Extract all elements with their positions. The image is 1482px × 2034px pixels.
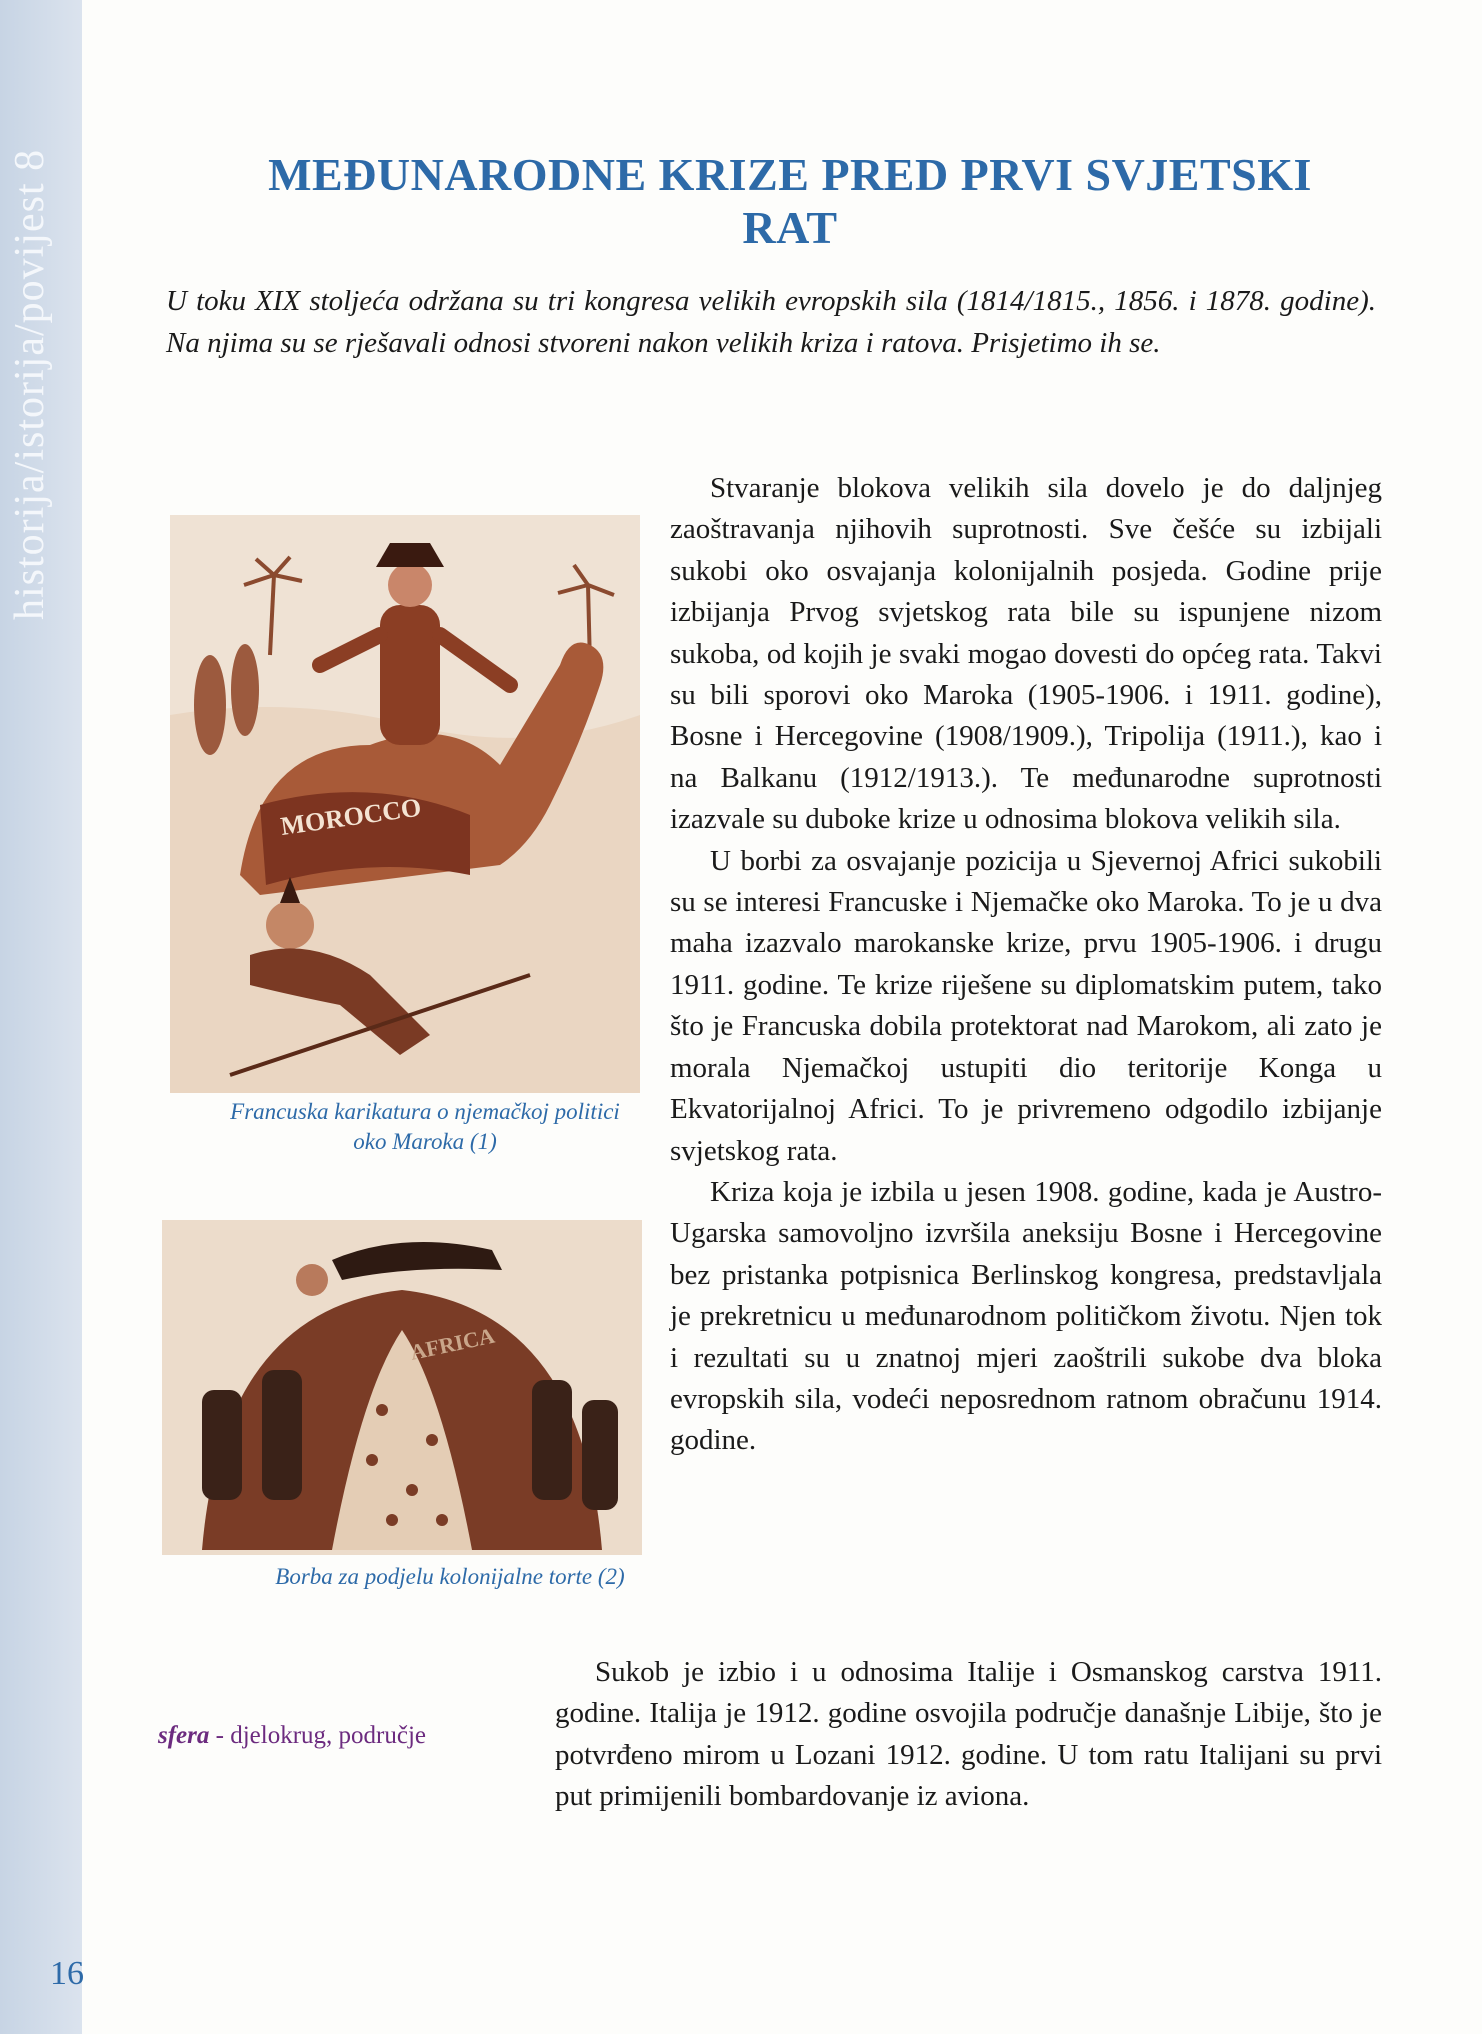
paragraph-bosnia: Kriza koja je izbila u jesen 1908. godine, kada je Austro-Ugarska samovoljno izvršila aneksiju Bosne i Hercegovine bez pristanka potpisnica Berlinskog kongresa, predstavljala je prekretnicu u međunarodnom političkom životu. Njen tok i rezultati su u znatnoj mjeri zaoštrili sukobe dva bloka evropskih sila, vodeći neposrednom ratnom obračunu 1914. godine. [670,1175,1382,1457]
figure-2-caption: Borba za podjelu kolonijalne torte (2) [275,1564,625,1589]
paragraph-blocs: Stvaranje blokova velikih sila dovelo je do daljnjeg zaoštravanja njihovih suprotnosti. Sve češće su izbijali sukobi oko osvajanja kolonijalnih posjeda. Godine prije izbijanja Prvog svjetskog rata bile su ispunjene nizom sukoba, od kojih je svaki mogao dovesti do općeg rata. Takvi su bili sporovi oko Maroka (1905-1906. i 1911. godine), Bosne i Hercegovine (1908/1909.), Tripolija (1911.), kao i na Balkanu (1912/1913.). Te međunarodne suprotnosti izazvale su duboke krize u odnosima blokova velikih sila. [670,472,1382,836]
paragraph-italy: Sukob je izbio i u odnosima Italije i Osmanskog carstva 1911. godine. Italija je 1912. godine osvojila područje današnje Libije, što je potvrđeno mirom u Lozani 1912. godine. U tom ratu Italijani su prvi put primijenili bombardovanje iz aviona. [555,1656,1382,1813]
page-title: MEĐUNARODNE KRIZE PRED PRVI SVJETSKI RAT [268,149,1312,253]
figure-morocco-caricature [170,515,640,1093]
glossary-term: sfera [158,1722,210,1749]
paragraph-morocco: U borbi za osvajanje pozicija u Sjevernoj Africi sukobili su se interesi Francuske i Njemačke oko Maroka. To je u dva maha izazvalo marokanske krize, prvu 1905-1906. i drugu 1911. godine. Te krize riješene su diplomatskim putem, tako što je Francuska dobila protektorat nad Marokom, ali zato je morala Njemačkoj ustupiti dio teritorije Konga u Ekvatorijalnoj Africi. To je privremeno odgodilo izbijanje svjetskog rata. [670,844,1382,1167]
africa-label: AFRICA [407,1322,497,1365]
body-text-column [670,468,1382,1462]
sidebar-band [0,0,82,2034]
morocco-label: MOROCCO [278,792,424,841]
morocco-caricature-illustration [170,515,640,1093]
page-number: 16 [50,1955,84,1992]
figure-1-caption: Francuska karikatura o njemačkoj politici oko Maroka (1) [230,1099,620,1154]
glossary-note [158,1722,426,1750]
sidebar-subject-text: historija/istorija/povijest 8 [7,148,53,620]
figure-colonial-cake [162,1220,642,1555]
colonial-cake-illustration [162,1220,642,1555]
body-text-wide [555,1652,1382,1818]
intro-text: U toku XIX stoljeća održana su tri kongresa velikih evropskih sila (1814/1815., 1856. i 1878. godine). Na njima su se rješavali odnosi stvoreni nakon velikih kriza i ratova. Prisjetimo ih se. [166,285,1376,359]
glossary-definition: - djelokrug, područje [215,1722,426,1749]
